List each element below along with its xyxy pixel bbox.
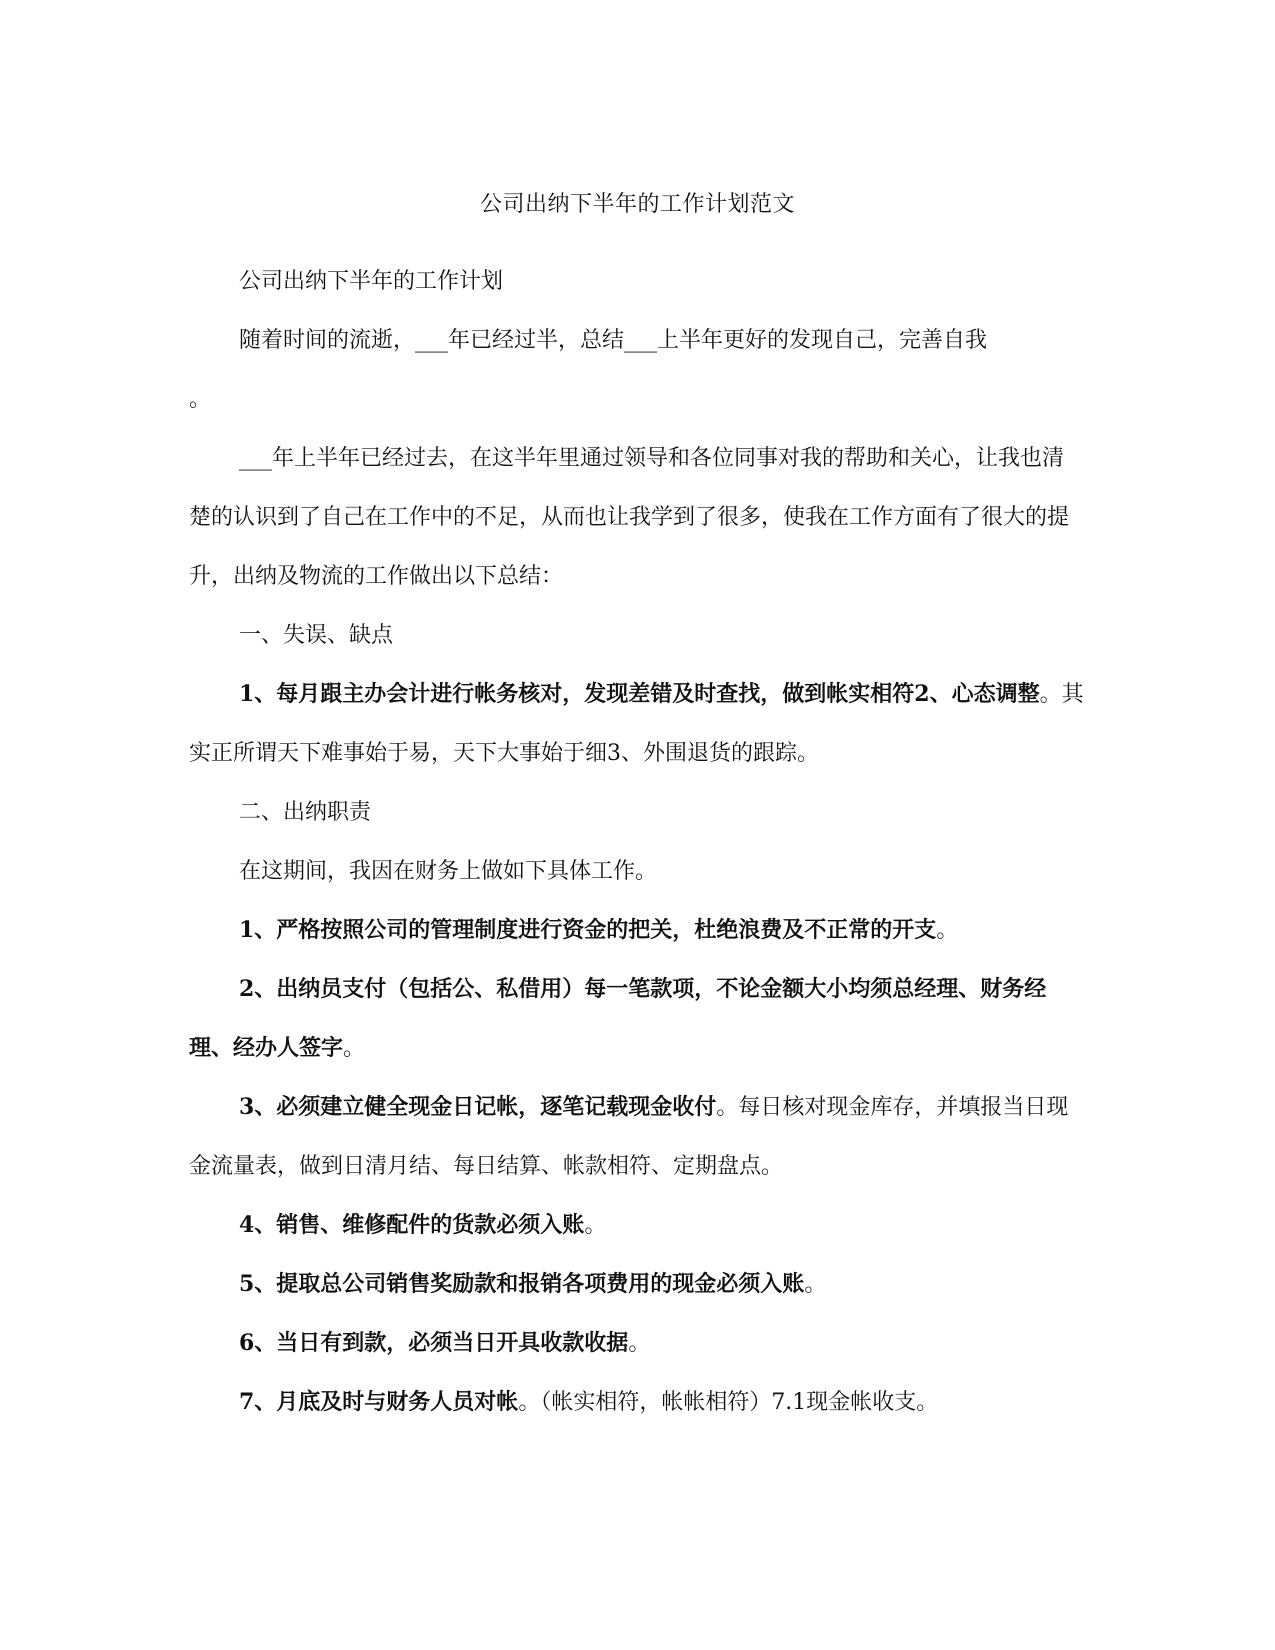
text-run: 。	[189, 387, 212, 412]
bold-text-run: 2、出纳员支付（包括公、私借用）每一笔款项，不论金额大小均须总经理、财务经理、经办人签字	[189, 976, 1047, 1061]
paragraph	[189, 783, 1084, 842]
bold-text-run: 1、严格按照公司的管理制度进行资金的把关，杜绝浪费及不正常的开支	[239, 917, 937, 943]
text-run: 。其实正所谓天下难事始于易，天下大事始于细3、外围退货的跟踪。	[189, 682, 1084, 766]
text-run: 随着时间的流逝，___年已经过半，总结___上半年更好的发现自己，完善自我	[239, 328, 988, 353]
paragraph	[189, 901, 1084, 960]
bold-text-run: 5、提取总公司销售奖励款和报销各项费用的现金必须入账	[239, 1271, 805, 1297]
bold-text-run: 6、当日有到款，必须当日开具收款收据	[239, 1330, 629, 1356]
paragraph	[189, 842, 1084, 901]
document-title: 公司出纳下半年的工作计划范文	[479, 192, 795, 217]
document-body	[189, 252, 1084, 1432]
paragraph	[189, 606, 1084, 665]
paragraph	[189, 960, 1084, 1078]
bold-text-run: 3、必须建立健全现金日记帐，逐笔记载现金收付	[239, 1094, 717, 1120]
bold-text-run: 7、月底及时与财务人员对帐	[239, 1389, 519, 1415]
paragraph	[189, 1078, 1084, 1196]
paragraph	[189, 1373, 1084, 1432]
text-run: ___年上半年已经过去，在这半年里通过领导和各位同事对我的帮助和关心，让我也清楚的认识到了自己在工作中的不足，从而也让我学到了很多，使我在工作方面有了很大的提升，出纳及物流的工作做出以下总结：	[189, 446, 1070, 589]
text-run: 公司出纳下半年的工作计划	[239, 269, 504, 294]
paragraph	[189, 1196, 1084, 1255]
paragraph	[189, 311, 1084, 429]
bold-text-run: 4、销售、维修配件的货款必须入账	[239, 1212, 585, 1238]
text-run: 一、失误、缺点	[239, 623, 394, 648]
bold-text-run: 1、每月跟主办会计进行帐务核对，发现差错及时查找，做到帐实相符2、心态调整	[239, 681, 1040, 707]
text-run: 。	[936, 918, 959, 943]
text-run: 。	[628, 1331, 651, 1356]
paragraph	[189, 1314, 1084, 1373]
text-run: 。每日核对现金库存，并填报当日现金流量表，做到日清月结、每日结算、帐款相符、定期盘点。	[189, 1095, 1069, 1179]
paragraph	[189, 429, 1084, 606]
paragraph	[189, 252, 1084, 311]
paragraph	[189, 665, 1084, 783]
text-run: 。	[804, 1272, 827, 1297]
text-run: 。	[343, 1036, 366, 1061]
text-run: 。	[584, 1213, 607, 1238]
paragraph	[189, 1255, 1084, 1314]
text-run: 。（帐实相符，帐帐相符）7.1现金帐收支。	[518, 1390, 939, 1415]
text-run: 二、出纳职责	[239, 800, 372, 825]
text-run: 在这期间，我因在财务上做如下具体工作。	[239, 859, 658, 884]
